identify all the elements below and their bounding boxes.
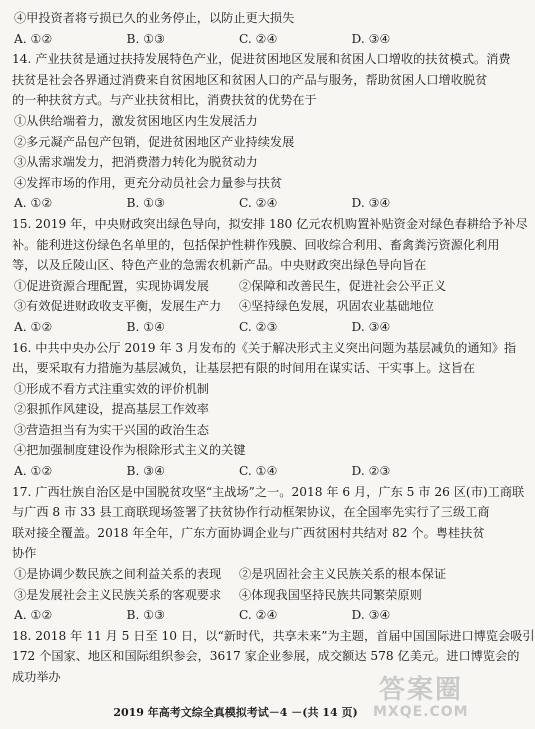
page-footer: 2019 年高考文综全真模拟考试－4 －(共 14 页)	[113, 706, 358, 719]
q14-stem-line: 14. 产业扶贫是通过扶持发展特色产业，促进贫困地区发展和贫困人口增收的扶贫模式。消费	[12, 52, 511, 67]
q18-stem-line: 172 个国家、地区和国际组织参会，3617 家企业参展，成交额达 578 亿美元。进口博览会的	[12, 649, 520, 664]
choice-b[interactable]: B. ③④	[126, 464, 166, 479]
choice-d[interactable]: D. ③④	[351, 319, 391, 334]
choice-b[interactable]: B. ①③	[126, 196, 166, 211]
q13-choices	[12, 29, 464, 50]
q14-choices	[12, 193, 464, 214]
choice-c[interactable]: C. ②③	[239, 319, 278, 334]
choice-d[interactable]: D. ③④	[351, 608, 391, 623]
q14-stem-line: 扶贫是社会各界通过消费来自贫困地区和贫困人口的产品与服务，帮助贫困人口增收脱贫	[12, 72, 488, 87]
q14-option-1: ①从供给端着力，激发贫困地区内生发展活力	[14, 113, 258, 128]
q13-option-4: ④甲投资者将亏损已久的业务停止，以防止更大损失	[14, 11, 295, 25]
choice-c[interactable]: C. ①④	[239, 464, 278, 479]
exam-page	[12, 8, 535, 688]
choice-d[interactable]: D. ②③	[351, 464, 391, 479]
choice-c[interactable]: C. ②④	[239, 196, 278, 211]
q18-stem-line: 18. 2018 年 11 月 5 日至 10 日，以“新时代，共享未来”为主题，首届中国国际进口博览会吸引	[12, 628, 535, 643]
watermark-title: 答案圈	[378, 675, 463, 705]
q16-stem-line: 出，要采取有力措施为基层减负，让基层把有限的时间用在谋实话、干实事上。这旨在	[12, 361, 476, 376]
q16-choices	[12, 461, 464, 482]
q16-option-3: ③营造担当有为实干兴国的政治生态	[14, 422, 209, 437]
choice-b[interactable]: B. ①③	[126, 608, 166, 623]
choice-a[interactable]: A. ①②	[14, 319, 53, 334]
q17-option-1: ①是协调少数民族之间利益关系的表现	[14, 567, 222, 582]
watermark-logo	[373, 675, 469, 722]
q16-option-1: ①形成不看方式注重实效的评价机制	[14, 381, 209, 396]
q15-option-3: ③有效促进财政收支平衡，发展生产力	[14, 299, 222, 314]
q15-stem-line: 补。能利进这份绿色名单里的，包括保护性耕作残膜、回收综合利用、畜禽粪污资源化利用	[12, 237, 500, 252]
q17-choices	[12, 605, 464, 626]
q17-option-4: ④体现我国坚持民族共同繁荣原则	[239, 587, 422, 602]
question-14	[12, 49, 511, 214]
q17-option-3: ③是发展社会主义民族关系的客观要求	[14, 587, 222, 602]
choice-a[interactable]: A. ①②	[14, 464, 53, 479]
q15-options-row	[12, 276, 464, 297]
q14-option-4: ④发挥市场的作用，更充分动员社会力量参与扶贫	[14, 175, 283, 190]
q17-stem-line: 17. 广西壮族自治区是中国脱贫攻坚“主战场”之一。2018 年 6 月，广东 5 市 26 区(市)工商联	[12, 484, 525, 499]
question-15	[12, 214, 528, 338]
choice-c[interactable]: C. ②④	[239, 31, 278, 46]
q15-option-4: ④坚持绿色发展，巩固农业基础地位	[239, 299, 434, 314]
q17-stem-line: 与广西 8 市 33 县工商联现场签署了扶贫协作行动框架协议，在全国率先实行了三级工商	[12, 505, 490, 520]
choice-a[interactable]: A. ①②	[14, 608, 53, 623]
q16-stem-line: 16. 中共中央办公厅 2019 年 3 月发布的《关于解决形式主义突出问题为基层减负的通知》指	[12, 340, 517, 355]
q14-option-2: ②多元凝产品包产包销，促进贫困地区产业持续发展	[14, 134, 295, 149]
q15-option-1: ①促进资源合理配置，实现协调发展	[14, 278, 209, 293]
q16-option-4: ④把加强制度建设作为根除形式主义的关键	[14, 443, 246, 458]
q17-options-row	[12, 585, 464, 606]
q15-option-2: ②保障和改善民生，促进社会公平正义	[239, 278, 447, 293]
q17-options-row	[12, 564, 464, 585]
choice-c[interactable]: C. ②④	[239, 608, 278, 623]
choice-b[interactable]: B. ①④	[126, 319, 166, 334]
choice-a[interactable]: A. ①②	[14, 196, 53, 211]
q17-option-2: ②是巩固社会主义民族关系的根本保证	[239, 567, 447, 582]
choice-d[interactable]: D. ③④	[351, 196, 391, 211]
q15-options-row	[12, 296, 464, 317]
question-17	[12, 482, 525, 626]
choice-a[interactable]: A. ①②	[14, 31, 53, 46]
q17-stem-line: 协作	[12, 546, 37, 561]
watermark-domain: MXQE.COM	[373, 704, 469, 720]
q17-stem-line: 联对接全覆盖。2018 年全年，广东方面协调企业与广西贫困村共结对 82 个。粤桂扶贫	[12, 525, 485, 540]
q16-option-2: ②狠抓作风建设，提高基层工作效率	[14, 402, 209, 417]
choice-b[interactable]: B. ①③	[126, 31, 166, 46]
q15-choices	[12, 317, 464, 338]
choice-d[interactable]: D. ③④	[351, 31, 391, 46]
q15-stem-line: 等，以及丘陵山区、特色产业的急需农机新产品。中央财政突出绿色导向旨在	[12, 258, 427, 273]
q14-option-3: ③从需求端发力，把消费潜力转化为脱贫动力	[14, 155, 258, 170]
question-16	[12, 338, 517, 482]
q14-stem-line: 的一种扶贫方式。与产业扶贫相比，消费扶贫的优势在于	[12, 93, 317, 108]
q15-stem-line: 15. 2019 年，中央财政突出绿色导向，拟安排 180 亿元农机购置补贴资金对绿色春耕给予补尽	[12, 216, 528, 231]
q18-stem-line: 成功举办	[12, 670, 61, 684]
